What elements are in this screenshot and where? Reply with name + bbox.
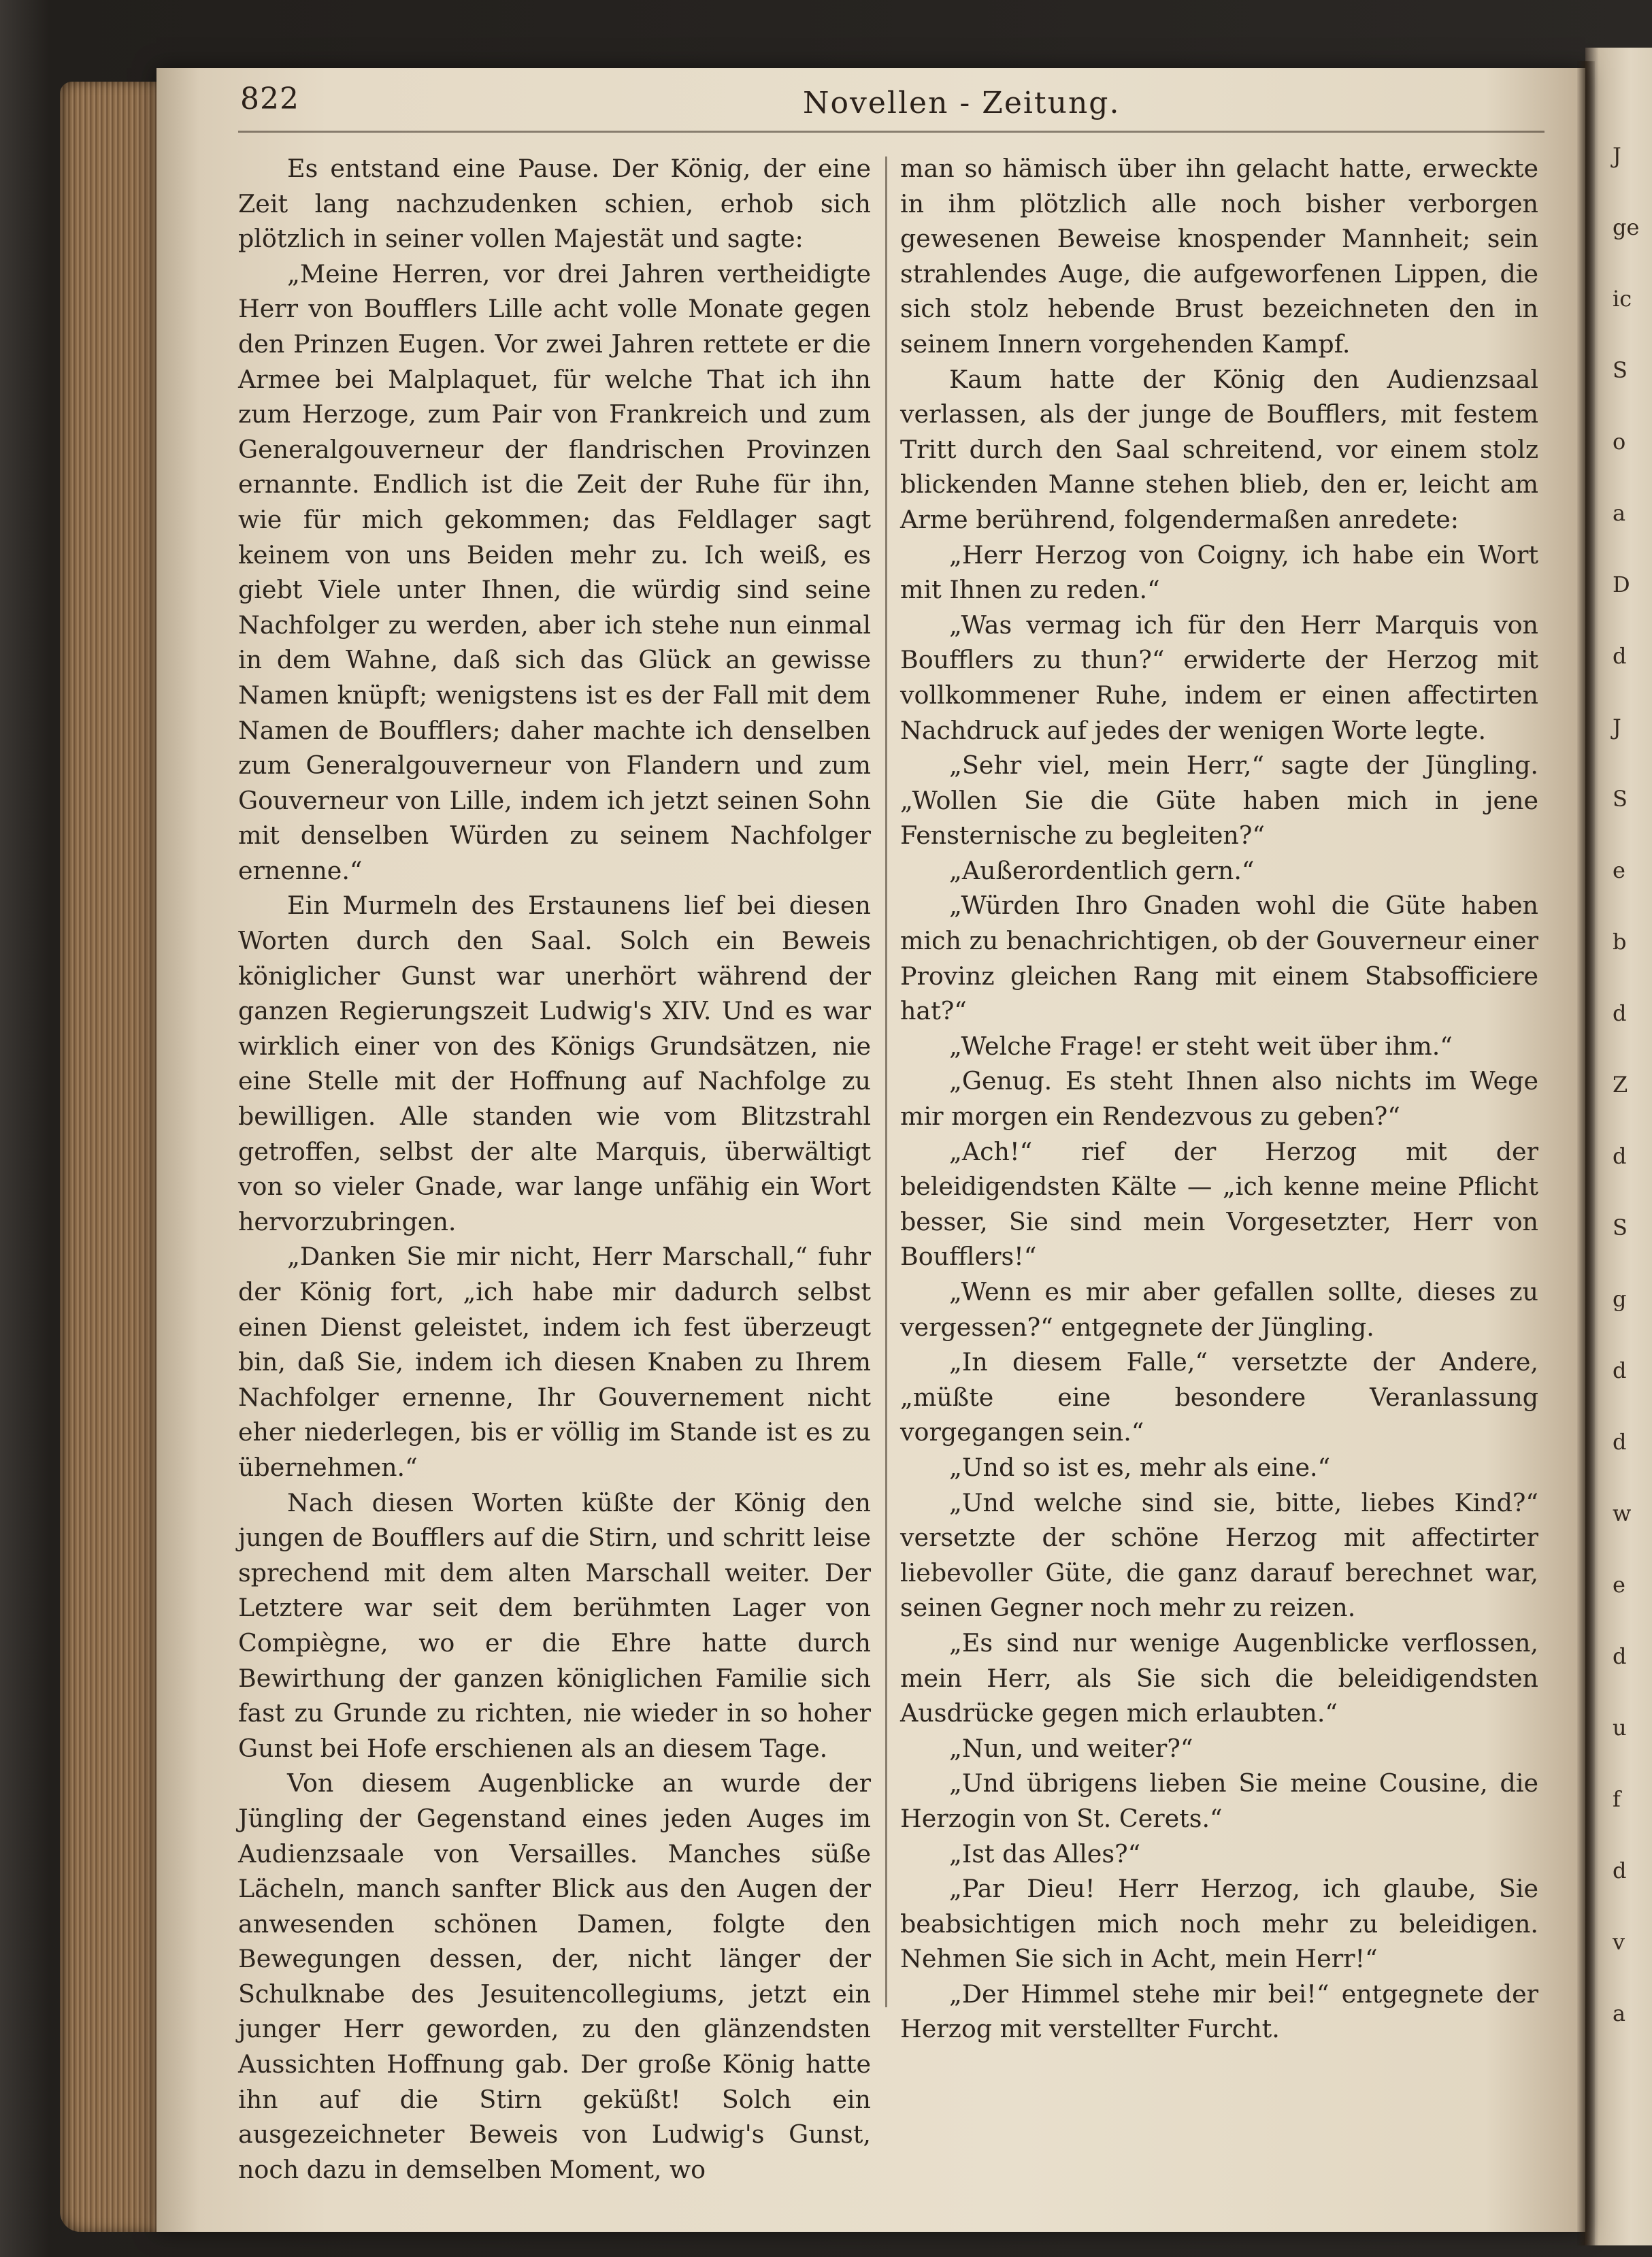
paragraph: „Par Dieu! Herr Herzog, ich glaube, Sie beabsichtigen mich noch mehr zu beleidigen. Nehmen Sie sich in Acht, mein Herr!“	[900, 1874, 1538, 1974]
facing-page-fragment: J	[1613, 143, 1621, 169]
facing-page-fragment: S	[1613, 357, 1628, 383]
column-rule	[885, 156, 887, 2007]
facing-page-fragment: a	[1613, 500, 1626, 526]
facing-page-fragment: d	[1613, 1858, 1627, 1883]
paragraph: „Außerordentlich gern.“	[949, 855, 1255, 885]
paragraph: „Ist das Alles?“	[949, 1839, 1141, 1868]
paragraph: „Genug. Es steht Ihnen also nichts im Wege mir morgen ein Rendezvous zu geben?“	[900, 1066, 1538, 1132]
facing-page-fragment: v	[1613, 1929, 1625, 1955]
facing-page-fragment: ic	[1613, 286, 1632, 312]
facing-page-fragment: ge	[1613, 214, 1640, 240]
facing-page-fragment: S	[1613, 786, 1628, 812]
paragraph: „Ach!“ rief der Herzog mit der beleidigendsten Kälte — „ich kenne meine Pflicht besser, Sie sind mein Vorgesetzter, Herr von Boufflers!“	[900, 1136, 1538, 1272]
paragraph: „Sehr viel, mein Herr,“ sagte der Jüngling. „Wollen Sie die Güte haben mich in jene Fensternische zu begleiten?“	[900, 751, 1538, 851]
facing-page-fragment: d	[1613, 1429, 1627, 1455]
facing-page-edge	[1585, 48, 1652, 2245]
page-number: 822	[240, 82, 299, 116]
paragraph: „Und welche sind sie, bitte, liebes Kind?“ versetzte der schöne Herzog mit affectirter liebevoller Güte, die ganz darauf berechnet war, seinen Gegner noch mehr zu reizen.	[900, 1487, 1538, 1623]
facing-page-fragment: d	[1613, 1000, 1627, 1026]
facing-page-fragment: J	[1613, 714, 1621, 740]
running-header: Novellen - Zeitung.	[803, 86, 1121, 120]
paragraph: „Welche Frage! er steht weit über ihm.“	[949, 1031, 1453, 1061]
facing-page-fragment: e	[1613, 1572, 1625, 1598]
facing-page-fragment: d	[1613, 1143, 1627, 1169]
paragraph: „Würden Ihro Gnaden wohl die Güte haben mich zu benachrichtigen, ob der Gouverneur einer Provinz gleichen Rang mit einem Stabsofficiere hat?“	[900, 891, 1538, 1026]
paragraph: „Danken Sie mir nicht, Herr Marschall,“ fuhr der König fort, „ich habe mir dadurch selbst einen Dienst geleistet, indem ich fest überzeugt bin, daß Sie, indem ich diesen Knaben zu Ihrem Nachfolger ernenne, Ihr Gouvernement nicht eher niederlegen, bis er völlig im Stande ist es zu übernehmen.“	[238, 1242, 871, 1482]
paragraph: man so hämisch über ihn gelacht hatte, erweckte in ihm plötzlich alle noch bisher verborgen gewesenen Beweise knospender Mannheit; sein strahlendes Auge, die aufgeworfenen Lippen, die sich stolz hebende Brust bezeichneten den in seinem Innern vorgehenden Kampf.	[900, 154, 1538, 359]
facing-page-fragment: e	[1613, 857, 1625, 883]
paragraph: Von diesem Augenblicke an wurde der Jüngling der Gegenstand eines jeden Auges im Audienzsaale von Versailles. Manches süße Lächeln, manch sanfter Blick aus den Augen der anwesenden schönen Damen, folgte den Bewegungen dessen, der, nicht länger der Schulknabe des Jesuitencollegiums, jetzt ein junger Herr geworden, zu den glänzendsten Aussichten Hoffnung gab. Der große König hatte ihn auf die Stirn geküßt! Solch ein ausgezeichneter Beweis von Ludwig's Gunst, noch dazu in demselben Moment, wo	[238, 1768, 871, 2184]
facing-page-fragment: Z	[1613, 1072, 1628, 1098]
header-rule	[238, 131, 1544, 133]
facing-page-fragment: S	[1613, 1215, 1628, 1240]
paragraph: Kaum hatte der König den Audienzsaal verlassen, als der junge de Boufflers, mit festem Tritt durch den Saal schreitend, vor einem stolz blickenden Manne stehen blieb, den er, leicht am Arme berührend, folgendermaßen anredete:	[900, 364, 1538, 534]
paragraph: „Es sind nur wenige Augenblicke verflossen, mein Herr, als Sie sich die beleidigendsten Ausdrücke gegen mich erlaubten.“	[900, 1628, 1538, 1728]
facing-page-fragment: d	[1613, 1357, 1627, 1383]
paragraph: Es entstand eine Pause. Der König, der eine Zeit lang nachzudenken schien, erhob sich plötzlich in seiner vollen Majestät und sagte:	[238, 154, 871, 254]
facing-page-fragment: D	[1613, 572, 1630, 597]
paragraph: Nach diesen Worten küßte der König den jungen de Boufflers auf die Stirn, und schritt leise sprechend mit dem alten Marschall weiter. Der Letztere war seit dem berühmten Lager von Compiègne, wo er die Ehre hatte durch Bewirthung der ganzen königlichen Familie sich fast zu Grunde zu richten, nie wieder in so hoher Gunst bei Hofe erschienen als an diesem Tage.	[238, 1487, 871, 1763]
paragraph: „Und so ist es, mehr als eine.“	[949, 1452, 1331, 1482]
gutter-shadow	[1577, 61, 1595, 2245]
paragraph: „Nun, und weiter?“	[949, 1733, 1193, 1763]
facing-page-fragment: d	[1613, 643, 1627, 669]
facing-page-fragment: g	[1613, 1286, 1627, 1312]
paragraph: „Herr Herzog von Coigny, ich habe ein Wort mit Ihnen zu reden.“	[900, 540, 1538, 605]
paragraph: Ein Murmeln des Erstaunens lief bei diesen Worten durch den Saal. Solch ein Beweis königlicher Gunst war unerhört während der ganzen Regierungszeit Ludwig's XIV. Und es war wirklich einer von des Königs Grundsätzen, nie eine Stelle mit der Hoffnung auf Nachfolge zu bewilligen. Alle standen wie vom Blitzstrahl getroffen, selbst der alte Marquis, überwältigt von so vieler Gnade, war lange unfähig ein Wort hervorzubringen.	[238, 891, 871, 1236]
facing-page-fragment: u	[1613, 1715, 1627, 1741]
paragraph: „Meine Herren, vor drei Jahren vertheidigte Herr von Boufflers Lille acht volle Monate gegen den Prinzen Eugen. Vor zwei Jahren rettete er die Armee bei Malplaquet, für welche That ich ihn zum Herzoge, zum Pair von Frankreich und zum Generalgouverneur der flandrischen Provinzen ernannte. Endlich ist die Zeit der Ruhe für ihn, wie für mich gekommen; das Feldlager sagt keinem von uns Beiden mehr zu. Ich weiß, es giebt Viele unter Ihnen, die würdig sind seine Nachfolger zu werden, aber ich stehe nun einmal in dem Wahne, daß sich das Glück an gewisse Namen knüpft; wenigstens ist es der Fall mit dem Namen de Boufflers; daher machte ich denselben zum Generalgouverneur von Flandern und zum Gouverneur von Lille, indem ich jetzt seinen Sohn mit denselben Würden zu seinem Nachfolger ernenne.“	[238, 259, 871, 885]
left-column	[238, 151, 871, 2187]
facing-page-fragment: a	[1613, 2000, 1626, 2026]
facing-page-fragment: o	[1613, 429, 1626, 455]
paragraph: „Der Himmel stehe mir bei!“ entgegnete der Herzog mit verstellter Furcht.	[900, 1979, 1538, 2044]
facing-page-fragment: d	[1613, 1643, 1627, 1669]
facing-page-fragment: w	[1613, 1500, 1632, 1526]
paragraph: „Wenn es mir aber gefallen sollte, dieses zu vergessen?“ entgegnete der Jüngling.	[900, 1277, 1538, 1342]
facing-page-fragment: b	[1613, 929, 1627, 955]
paragraph: „Was vermag ich für den Herr Marquis von Boufflers zu thun?“ erwiderte der Herzog mit vollkommener Ruhe, indem er einen affectirten Nachdruck auf jedes der wenigen Worte legte.	[900, 610, 1538, 745]
paragraph: „In diesem Falle,“ versetzte der Andere, „müßte eine besondere Veranlassung vorgegangen sein.“	[900, 1347, 1538, 1447]
paragraph: „Und übrigens lieben Sie meine Cousine, die Herzogin von St. Cerets.“	[900, 1768, 1538, 1833]
facing-page-fragment: f	[1613, 1786, 1621, 1812]
right-column	[900, 151, 1538, 2047]
